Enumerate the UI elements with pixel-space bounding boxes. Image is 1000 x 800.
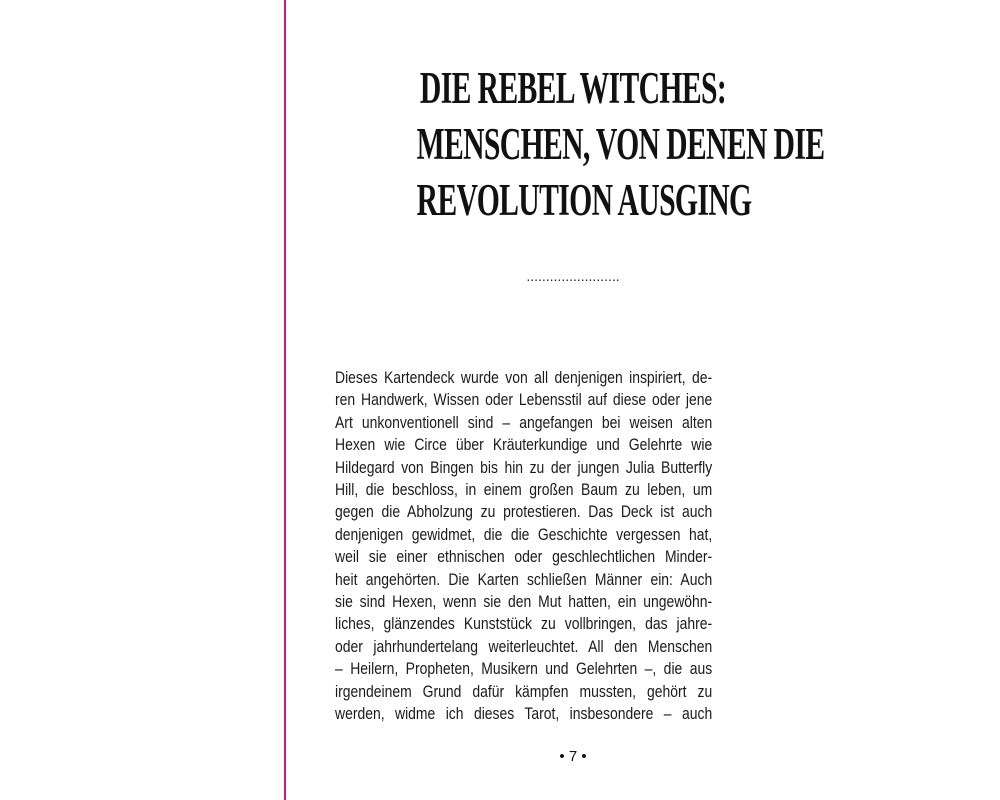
body-line: werden, widme ich dieses Tarot, insbesondere – auch [335,704,713,724]
body-line: – Heilern, Propheten, Musikern und Gelehrten –, die aus [335,659,713,679]
body-line: denjenigen gewidmet, die die Geschichte vergessen hat, [335,524,713,544]
page-number: • 7 • [559,748,587,765]
chapter-title [416,60,825,228]
book-page [286,0,1000,800]
body-line: heit angehörten. Die Karten schließen Männer ein: Auch [335,569,713,589]
chapter-title-line-1: DIE REBEL WITCHES: [419,63,727,113]
body-line: Hill, die beschloss, in einem großen Baum zu leben, um [335,480,713,500]
body-line: irgendeinem Grund dafür kämpfen mussten, gehört zu [335,681,713,701]
body-line: Hildegard von Bingen bis hin zu der jungen Julia Butterfly [335,457,713,477]
body-paragraph [335,367,712,726]
body-line: Art unkonventionell sind – angefangen bei weisen alten [335,412,713,432]
body-line: ren Handwerk, Wissen oder Lebensstil auf diese oder jene [335,390,713,410]
dotted-divider: ........................ [526,268,620,284]
chapter-title-line-3: REVOLUTION AUSGING [416,175,752,225]
body-line: Dieses Kartendeck wurde von all denjenigen inspiriert, de- [335,368,713,387]
chapter-title-line-2: MENSCHEN, VON DENEN DIE [416,119,825,169]
body-line: sie sind Hexen, wenn sie den Mut hatten, ein ungewöhn- [335,592,713,612]
body-line: weil sie einer ethnischen oder geschlechtlichen Minder- [335,547,713,567]
body-line: Hexen wie Circe über Kräuterkundige und Gelehrte wie [335,435,713,455]
body-line: gegen die Abholzung zu protestieren. Das Deck ist auch [335,502,713,522]
body-line: liches, glänzendes Kunststück zu vollbringen, das jahre- [335,614,713,634]
body-line: oder jahrhundertelang weiterleuchtet. All den Menschen [335,636,713,656]
